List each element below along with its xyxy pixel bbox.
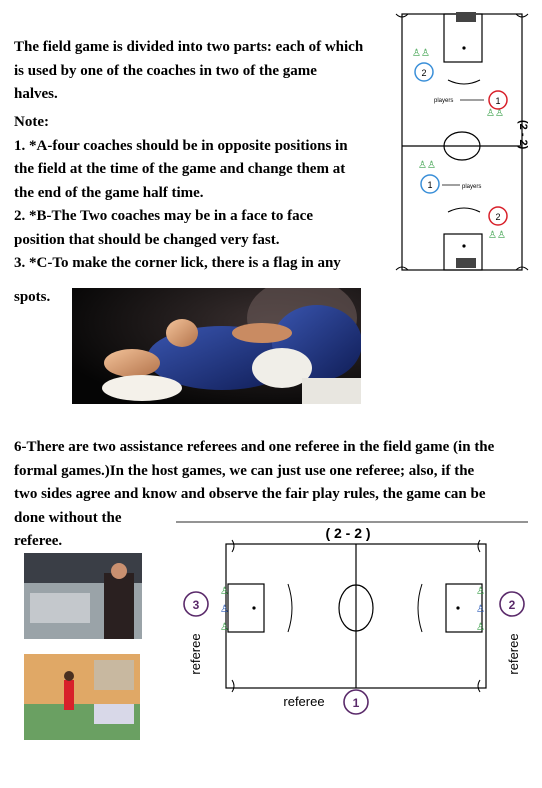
players-label: players <box>434 98 454 104</box>
svg-text:♙: ♙ <box>476 604 485 615</box>
referees-line: two sides agree and know and observe the fair play rules, the game can be <box>14 486 486 502</box>
svg-text:1: 1 <box>352 696 360 710</box>
game-render-graphic <box>72 288 361 404</box>
note-block-2 <box>14 205 394 276</box>
referee-label-left: referee <box>188 633 203 675</box>
note-line: the end of the game half time. <box>14 184 204 201</box>
photo-gym-1-graphic <box>24 553 142 639</box>
svg-text:♙: ♙ <box>476 622 485 633</box>
intro-paragraph <box>14 36 394 107</box>
score-label: (2 - 2) <box>517 120 529 150</box>
referees-line: referee. <box>14 533 63 549</box>
note-line: position that should be changed very fast. <box>14 231 280 248</box>
intro-line: is used by one of the coaches in two of the game <box>14 62 317 79</box>
players-label: players <box>462 184 482 190</box>
svg-text:2: 2 <box>495 212 501 222</box>
svg-text:♙: ♙ <box>220 586 229 597</box>
svg-text:♙: ♙ <box>220 604 229 615</box>
note-line: 2. *B-The Two coaches may be in a face to face <box>14 208 313 224</box>
svg-text:3: 3 <box>192 598 200 612</box>
score-label: ( 2 - 2 ) <box>325 525 371 541</box>
referees-line: 6-There are two assistance referees and one referee in the field game (in the <box>14 439 495 455</box>
svg-text:1: 1 <box>495 96 501 106</box>
players-right <box>476 586 485 633</box>
bottom-field-diagram <box>176 518 528 738</box>
svg-text:♙♙: ♙♙ <box>488 230 506 241</box>
note-line: spots. <box>14 289 51 305</box>
note-heading: Note: <box>14 114 49 130</box>
svg-text:2: 2 <box>508 598 516 612</box>
svg-text:1: 1 <box>427 180 433 190</box>
svg-text:2: 2 <box>421 68 427 78</box>
referees-line: formal games.)In the host games, we can just use one referee; also, if the <box>14 462 475 479</box>
intro-line: halves. <box>14 86 58 102</box>
photo-gym-2-graphic <box>24 654 140 740</box>
intro-line: The field game is divided into two parts: each of which <box>14 39 364 55</box>
goal-top <box>456 12 476 22</box>
note-line: 3. *C-To make the corner lick, there is a flag in any <box>14 255 341 271</box>
note-line: 1. *A-four coaches should be in opposite positions in <box>14 137 348 154</box>
svg-text:♙♙: ♙♙ <box>486 108 504 119</box>
photo-gym-2 <box>24 654 140 740</box>
goal-bottom <box>456 258 476 268</box>
note-line: the field at the time of the game and change them at <box>14 161 346 177</box>
svg-text:♙♙: ♙♙ <box>412 48 430 59</box>
players-left <box>220 586 229 633</box>
referee-label-right: referee <box>506 633 521 675</box>
note-block <box>14 111 394 205</box>
referees-line: done without the <box>14 509 122 526</box>
referee-label-bottom: referee <box>283 694 325 709</box>
photo-gym-1 <box>24 553 142 639</box>
game-render-image <box>72 288 361 404</box>
svg-text:♙: ♙ <box>476 586 485 597</box>
top-field-diagram <box>394 8 538 280</box>
svg-text:♙: ♙ <box>220 622 229 633</box>
svg-text:♙♙: ♙♙ <box>418 160 436 171</box>
